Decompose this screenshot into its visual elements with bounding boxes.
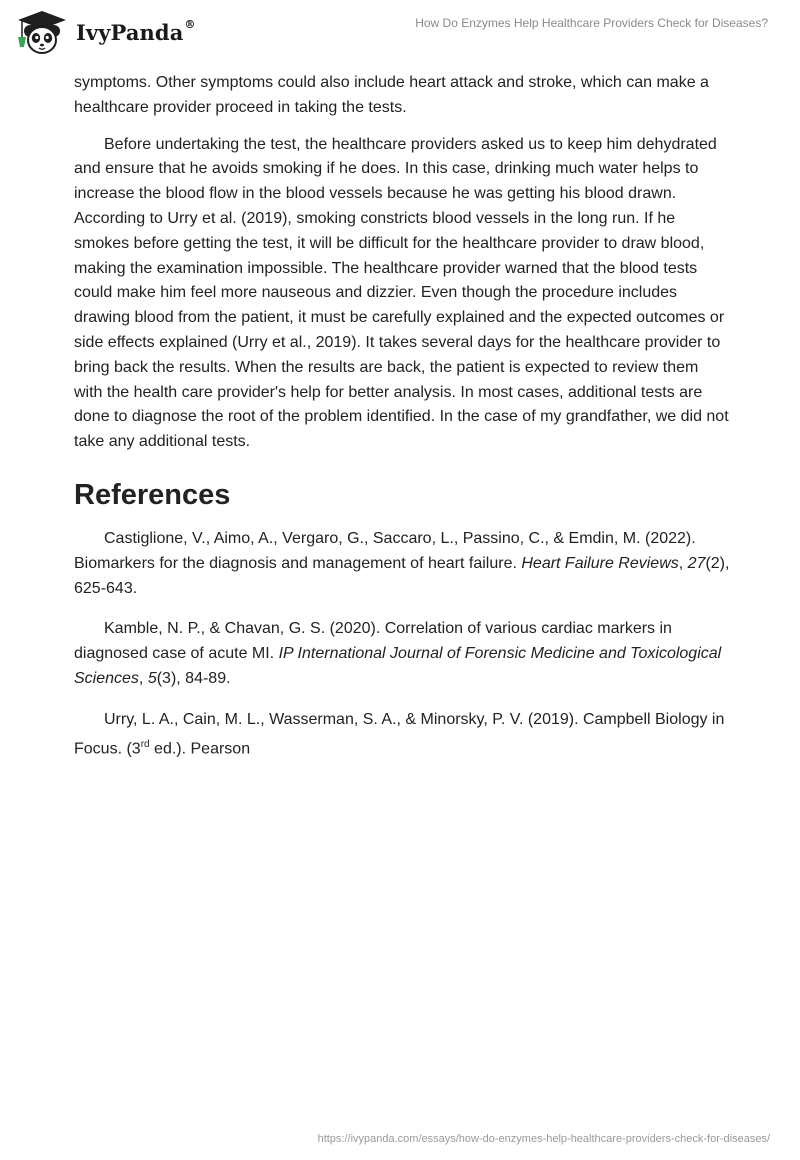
reference-publisher: ed.). Pearson — [149, 739, 251, 757]
reference-edition-suffix: rd — [140, 738, 150, 750]
reference-separator: , — [138, 669, 148, 687]
document-title: How Do Enzymes Help Healthcare Providers Check for Diseases? — [415, 16, 768, 30]
body-paragraph: symptoms. Other symptoms could also include heart attack and stroke, which can make a healthcare provider proceed in taking the tests. — [74, 74, 709, 116]
source-url-link[interactable]: https://ivypanda.com/essays/how-do-enzymes-help-healthcare-providers-check-for-diseases/ — [317, 1133, 770, 1145]
reference-authors: Urry, L. A., Cain, M. L., Wasserman, S. A., & Minorsky, P. V. (2019). Campbell Biology in Focus. (3 — [74, 710, 725, 757]
reference-pages: (2), 625-643. — [74, 554, 730, 597]
references-heading: References — [74, 478, 231, 511]
panda-graduate-icon — [14, 9, 70, 55]
registered-mark: ® — [184, 17, 196, 31]
ivypanda-logo[interactable] — [14, 8, 214, 56]
reference-pages: (3), 84-89. — [156, 669, 231, 687]
brand-text: IvyPanda — [76, 19, 184, 45]
reference-separator: , — [678, 554, 688, 572]
reference-entry — [74, 527, 730, 601]
reference-volume: 27 — [687, 554, 706, 572]
reference-authors: Kamble, N. P., & Chavan, G. S. (2020). Correlation of various cardiac markers in diagnosed case of acute MI. — [74, 620, 672, 663]
essay-content — [74, 71, 730, 778]
reference-journal: IP International Journal of Forensic Medicine and Toxicological Sciences — [74, 645, 722, 687]
reference-entry — [74, 708, 730, 762]
page-header — [0, 0, 800, 64]
brand-name — [76, 17, 196, 45]
reference-entry — [74, 617, 730, 691]
reference-authors: Castiglione, V., Aimo, A., Vergaro, G., Saccaro, L., Passino, C., & Emdin, M. (2022). Biomarkers for the diagnosis and management of heart failure. — [74, 529, 696, 572]
reference-journal: Heart Failure Reviews — [521, 554, 679, 572]
body-paragraph: Before undertaking the test, the healthcare providers asked us to keep him dehydrated and ensure that he avoids smoking if he does. In this case, drinking much water helps to increase the blood flow in the blood vessels because he was getting his blood drawn. According to Urry et al. (2019), smoking constricts blood vessels in the long run. If he smokes before getting the test, it will be difficult for the healthcare provider to draw blood, making the examination impossible. The healthcare provider warned that the blood tests could make him feel more nauseous and dizzier. Even though the procedure includes drawing blood from the patient, it must be carefully explained and the expected outcomes or side effects explained (Urry et al., 2019). It takes several days for the healthcare provider to bring back the results. When the results are back, the patient is expected to review them with the health care provider's help for better analysis. In most cases, additional tests are done to diagnose the root of the problem identified. In the case of my grandfather, we did not take any additional tests. — [74, 135, 729, 451]
reference-volume: 5 — [147, 669, 157, 687]
